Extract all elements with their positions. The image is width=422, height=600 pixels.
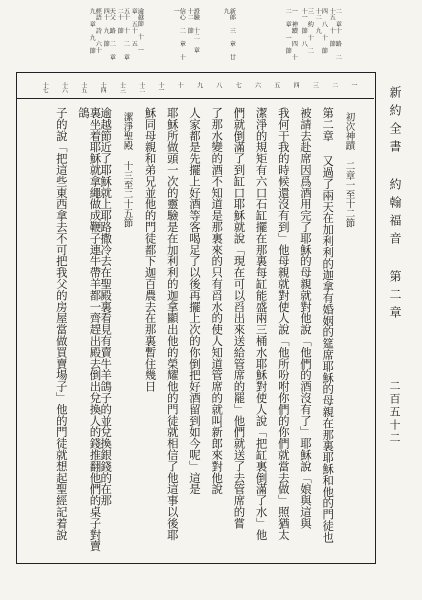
ruler-number: 十二: [137, 82, 145, 92]
text-column: 裏坐着耶穌就拿繩做成鞭子連牛帶羊都一齊趕出殿去倒出兌換人的錢推翻他們的桌子對賣鴿: [77, 107, 103, 552]
header-note: 逾越節 十 一 章 五十 五: [130, 8, 144, 53]
header-note: 證驗 十二 章 十二 節: [186, 8, 200, 53]
ruler-number: 十三: [118, 82, 126, 92]
running-title: 新約全書 約翰福音 第二章: [388, 86, 402, 324]
ruler-number: 二: [330, 82, 338, 87]
ruler-number: 三: [311, 82, 319, 87]
text-column: 耶穌所做頭一次的靈驗是在加利利的迦拿顯出他的榮耀他的門徒就相信了他這事以後耶: [165, 107, 180, 541]
column-ruler: [16, 82, 374, 99]
header-note: 三 約 十 二 十一 節 八: [300, 8, 314, 54]
ruler-number: 一: [350, 82, 357, 87]
ruler-number: 九: [195, 82, 203, 87]
ruler-number: 十七: [41, 82, 49, 92]
ruler-number: 十四: [99, 82, 107, 92]
text-column: 人家都是先擺上好酒等客喝足了以後再擺上次的你倒把好酒留到如今呢」這是: [188, 107, 202, 495]
text-column: 初次神蹟 二章一至十二節: [343, 112, 355, 228]
text-column: 潔淨聖殿 十三至二十五節: [121, 112, 133, 228]
header-note: 信心 二 章 十一: [172, 8, 186, 60]
ruler-number: 十一: [157, 82, 164, 92]
text-column: 被請去赴席因爲酒用完了耶穌的母親就對他說「他們的酒沒有了」耶穌說「娘與這與: [299, 107, 313, 529]
text-column: 我何干我的時候還沒有到」他母親就對使人說「他所吩咐你們的你們就當去做」照猶太: [276, 107, 291, 541]
ruler-number: 八: [214, 82, 222, 87]
text-column: 潔淨的規矩有六口石缸擺在那裏每缸能盛兩三桶水耶穌對使人說「把缸裏倒滿了水」他: [254, 107, 269, 541]
header-note: 天父 路 二 章 四十 九 節: [102, 8, 116, 60]
page-number: 二百五十二: [388, 380, 401, 445]
header-note: 經語 詩 六十 九 章 九 節: [88, 8, 102, 54]
ruler-number: 四: [292, 82, 300, 87]
ruler-number: 七: [234, 82, 242, 87]
text-column: 們就倒滿了到缸口耶穌就說「現在可以舀出來送給管席的罷」他們就送了去管席的嘗: [232, 107, 247, 529]
header-note: 二 章十 路 二十五 十 節: [328, 8, 342, 60]
header-note: 新郎 三 章 廿九: [222, 8, 236, 60]
text-column: 了那水變的酒不知道是那裏來的只有舀水的使人知道管席的就叫新郎來對他說: [210, 107, 225, 495]
text-column: 穌同母親和弟兄並他的門徒都下迦百農去在那裏暫住幾日: [143, 107, 158, 392]
text-column: 逾越節近了耶穌就上耶路撒冷去在聖殿裏看見有賣牛羊鴿子的並兌換銀錢的在那: [99, 107, 114, 506]
ruler-number: 十五: [79, 82, 87, 92]
header-note: 一 神蹟 四 十二 章 一 節: [284, 8, 298, 60]
ruler-number: 十六: [60, 82, 68, 92]
header-note: 四 八 十 節 十二 九: [314, 8, 328, 54]
ruler-number: 五: [272, 82, 280, 87]
text-column: 子的說「把這些東西拿去不可把我父的房屋當做買賣場子」他的門徒就想起聖經記着說: [54, 107, 69, 541]
text-column: 第二章 又過了兩天在加利利的迦拿有婚姻的筵席耶穌的母親在那裏耶穌和他的門徒也: [321, 107, 336, 543]
ruler-number: 六: [253, 82, 261, 87]
header-note: 五十 十 二 章 二十 節: [116, 8, 130, 60]
ruler-number: 十: [176, 82, 184, 87]
